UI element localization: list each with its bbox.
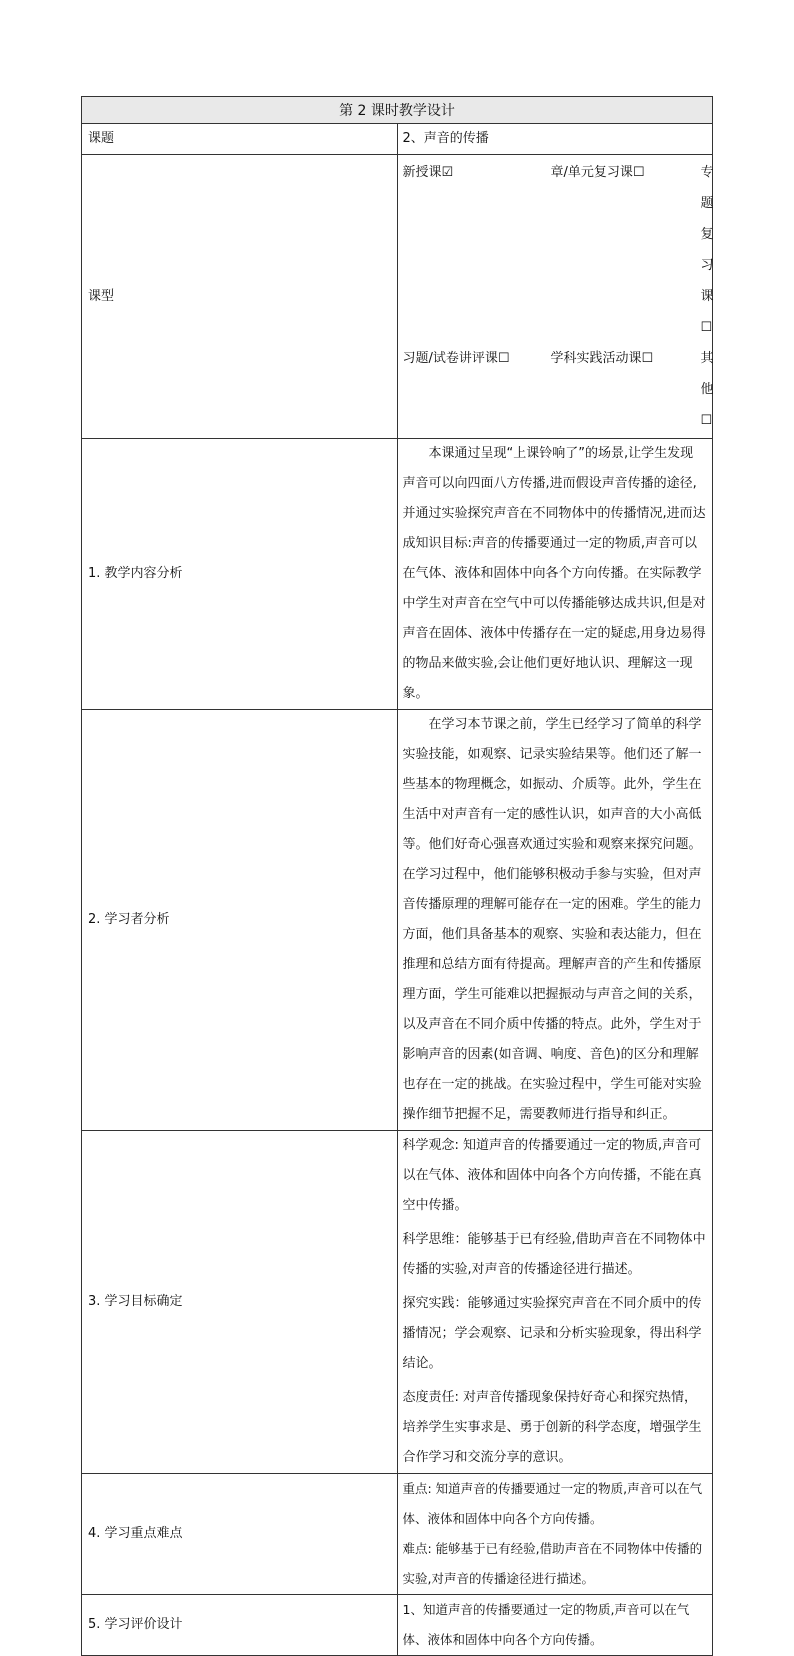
objective-attitude: 态度责任: 对声音传播现象保持好奇心和探究热情，培养学生实事求是、勇于创新的科学态度，增强学生合作学习和交流分享的意识。 <box>402 1390 702 1465</box>
key-point-difficulty: 难点: 能够基于已有经验,借助声音在不同物体中传播的实验,对声音的传播途径进行描述。 <box>402 1541 703 1586</box>
lesson-type-option-new[interactable]: 新授课☑ <box>402 165 454 180</box>
topic-value: 2、声音的传播 <box>397 124 713 155</box>
evaluation-row <box>82 1595 713 1656</box>
objective-science-thinking: 科学思维：能够基于已有经验,借助声音在不同物体中传播的实验,对声音的传播途径进行描述。 <box>402 1232 706 1277</box>
document-title: 第 2 课时教学设计 <box>82 97 713 124</box>
lesson-plan-page <box>81 96 713 1656</box>
lesson-type-option-topic-review[interactable]: 专题复习课☐ <box>700 165 714 335</box>
topic-row <box>82 124 713 155</box>
learner-analysis-label: 2. 学习者分析 <box>82 710 398 1131</box>
learner-analysis-row <box>82 710 713 1131</box>
lesson-type-option-practice[interactable]: 学科实践活动课☐ <box>550 351 654 366</box>
title-row <box>82 97 713 124</box>
objectives-label: 3. 学习目标确定 <box>82 1131 398 1474</box>
objective-inquiry-practice: 探究实践：能够通过实验探究声音在不同介质中的传播情况；学会观察、记录和分析实验现象，得出科学结论。 <box>402 1296 702 1371</box>
content-analysis-row <box>82 439 713 710</box>
learner-analysis-text: 在学习本节课之前，学生已经学习了简单的科学实验技能，如观察、记录实验结果等。他们还了解一些基本的物理概念，如振动、介质等。此外，学生在生活中对声音有一定的感性认识，如声音的大小高低等。他们好奇心强喜欢通过实验和观察来探究问题。在学习过程中，他们能够积极动手参与实验，但对声音传播原理的理解可能存在一定的困难。学生的能力方面，他们具备基本的观察、实验和表达能力，但在推理和总结方面有待提高。理解声音的产生和传播原理方面，学生可能难以把握振动与声音之间的关系，以及声音在不同介质中传播的特点。此外，学生对于影响声音的因素(如音调、响度、音色)的区分和理解也存在一定的挑战。在实验过程中，学生可能对实验操作细节把握不足，需要教师进行指导和纠正。 <box>402 717 702 1122</box>
objective-science-concept: 科学观念: 知道声音的传播要通过一定的物质,声音可以在气体、液体和固体中向各个方向传播，不能在真空中传播。 <box>402 1138 702 1213</box>
lesson-type-option-unit-review[interactable]: 章/单元复习课☐ <box>550 165 645 180</box>
key-points-label: 4. 学习重点难点 <box>82 1474 398 1595</box>
content-analysis-text: 本课通过呈现“上课铃响了”的场景,让学生发现声音可以向四面八方传播,进而假设声音传播的途径,并通过实验探究声音在不同物体中的传播情况,进而达成知识目标:声音的传播要通过一定的物质,声音可以在气体、液体和固体中向各个方向传播。在实际教学中学生对声音在空气中可以传播能够达成共识,但是对声音在固体、液体中传播存在一定的疑虑,用身边易得的物品来做实验,会让他们更好地认识、理解这一现象。 <box>402 446 706 701</box>
evaluation-text: 1、知道声音的传播要通过一定的物质,声音可以在气体、液体和固体中向各个方向传播。 <box>402 1602 690 1647</box>
topic-label: 课题 <box>82 124 398 155</box>
lesson-plan-table <box>81 96 713 1656</box>
lesson-type-label: 课型 <box>82 155 398 439</box>
key-points-row <box>82 1474 713 1595</box>
lesson-type-option-other[interactable]: 其他☐ <box>700 351 714 428</box>
key-point-focus: 重点: 知道声音的传播要通过一定的物质,声音可以在气体、液体和固体中向各个方向传播。 <box>402 1481 703 1526</box>
objectives-row <box>82 1131 713 1474</box>
evaluation-label: 5. 学习评价设计 <box>82 1595 398 1656</box>
lesson-type-row <box>82 155 713 439</box>
content-analysis-label: 1. 教学内容分析 <box>82 439 398 710</box>
lesson-type-options <box>402 155 714 438</box>
lesson-type-option-exercise-review[interactable]: 习题/试卷讲评课☐ <box>402 351 510 366</box>
